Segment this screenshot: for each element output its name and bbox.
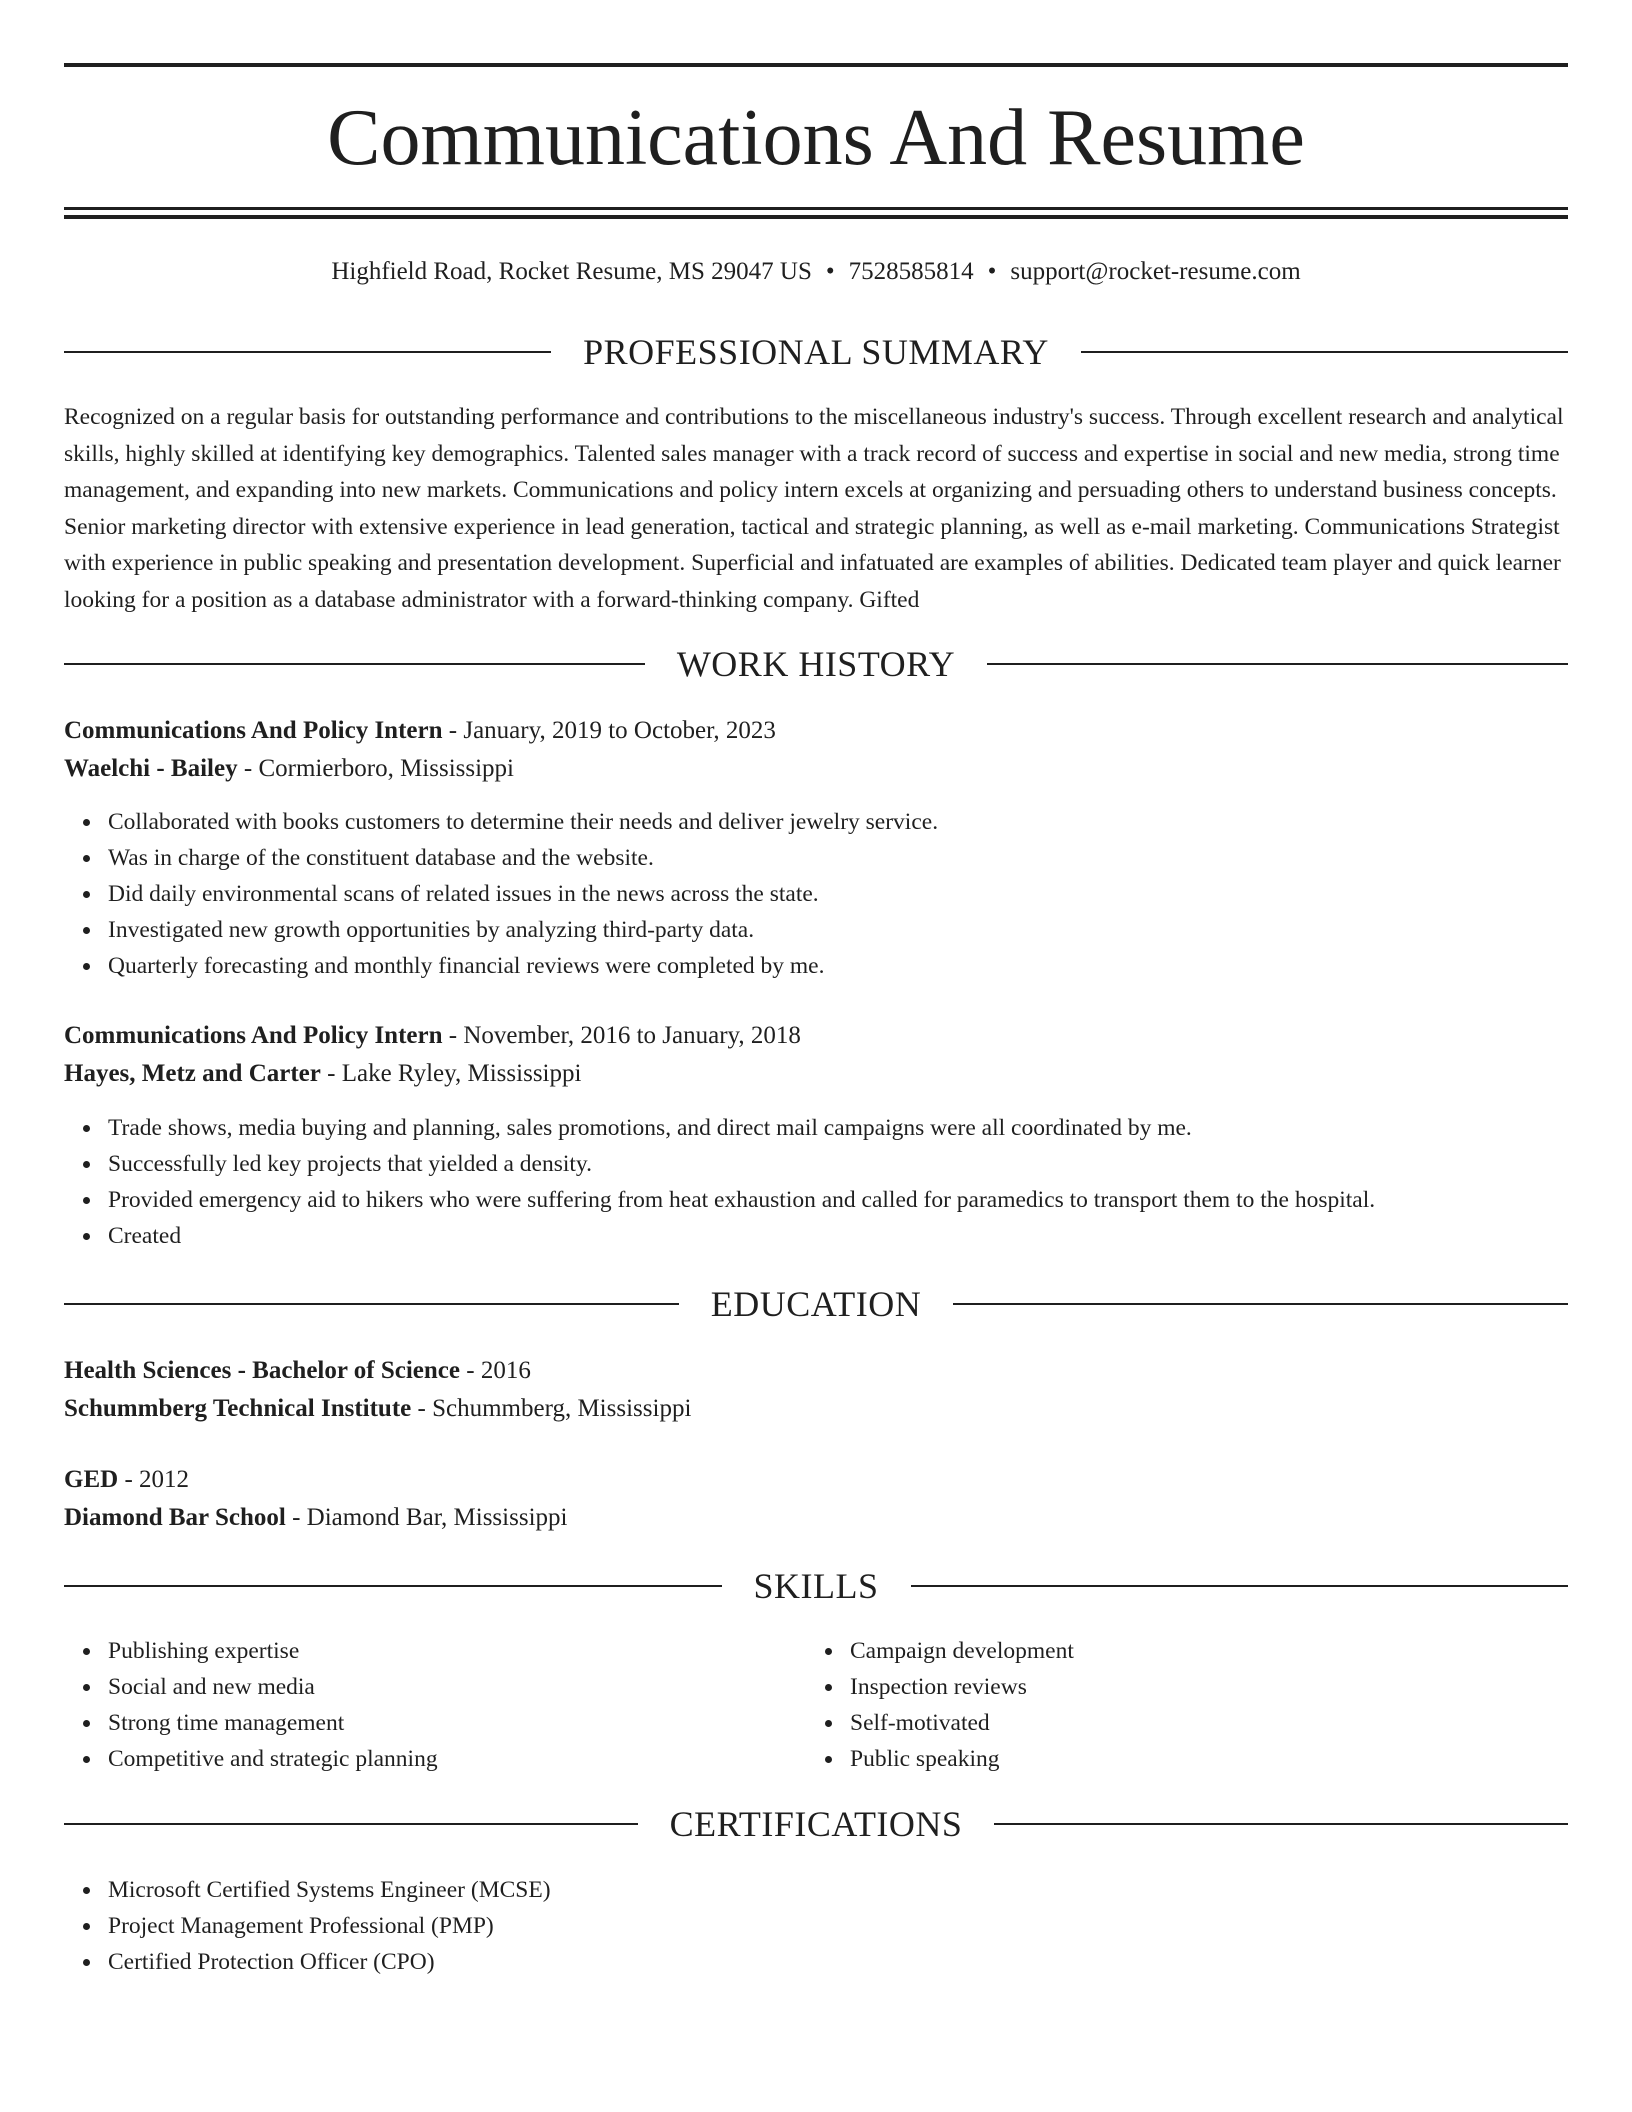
job-bullet-list [64, 804, 938, 984]
skill-item: Social and new media [108, 1669, 438, 1705]
heading-rule-left [64, 351, 551, 353]
job-company-line: Hayes, Metz and Carter - Lake Ryley, Mississippi [64, 1060, 582, 1087]
contact-email: support@rocket-resume.com [1010, 258, 1301, 285]
job-bullet: Investigated new growth opportunities by analyzing third-party data. [108, 912, 938, 948]
job-bullet: Created [108, 1218, 1375, 1254]
job-role: Communications And Policy Intern [64, 717, 443, 744]
skills-heading [64, 1562, 1568, 1610]
job-company-line: Waelchi - Bailey - Cormierboro, Mississippi [64, 755, 515, 782]
work-title: WORK HISTORY [676, 644, 956, 684]
education-school: Diamond Bar School [64, 1504, 286, 1531]
heading-rule-left [64, 1303, 679, 1305]
job-entry [64, 1017, 1568, 1093]
skill-item: Publishing expertise [108, 1633, 438, 1669]
job-location: Lake Ryley, Mississippi [341, 1060, 582, 1087]
job-bullet: Was in charge of the constituent database and the website. [108, 840, 938, 876]
skill-item: Strong time management [108, 1705, 438, 1741]
heading-rule-left [64, 1823, 638, 1825]
certifications-heading [64, 1800, 1568, 1848]
job-bullet: Quarterly forecasting and monthly financial reviews were completed by me. [108, 948, 938, 984]
skills-title: SKILLS [753, 1566, 879, 1606]
job-title-line: Communications And Policy Intern - November, 2016 to January, 2018 [64, 1022, 801, 1049]
summary-title: PROFESSIONAL SUMMARY [583, 332, 1049, 372]
heading-rule-right [1081, 351, 1568, 353]
certifications-title: CERTIFICATIONS [669, 1804, 963, 1844]
job-location: Cormierboro, Mississippi [258, 755, 515, 782]
header-double-rule-lower [64, 215, 1568, 219]
education-degree-line: Health Sciences - Bachelor of Science - 2016 [64, 1357, 531, 1384]
certification-item: Project Management Professional (PMP) [108, 1908, 551, 1944]
header-top-rule [64, 63, 1568, 67]
certification-item: Microsoft Certified Systems Engineer (MCSE) [108, 1872, 551, 1908]
education-heading [64, 1280, 1568, 1328]
education-school-line: Diamond Bar School - Diamond Bar, Mississippi [64, 1504, 568, 1531]
skills-list-left [64, 1633, 438, 1777]
education-entry [64, 1461, 1568, 1537]
job-dates: January, 2019 to October, 2023 [463, 717, 776, 744]
job-bullet: Did daily environmental scans of related issues in the news across the state. [108, 876, 938, 912]
heading-rule-right [994, 1823, 1568, 1825]
skills-list-right [806, 1633, 1074, 1777]
job-company: Waelchi - Bailey [64, 755, 238, 782]
heading-rule-right [953, 1303, 1568, 1305]
contact-line [64, 254, 1568, 290]
education-school: Schummberg Technical Institute [64, 1395, 412, 1422]
certification-item: Certified Protection Officer (CPO) [108, 1944, 551, 1980]
contact-separator: • [987, 258, 997, 285]
heading-rule-left [64, 663, 645, 665]
job-company: Hayes, Metz and Carter [64, 1060, 321, 1087]
skill-item: Campaign development [850, 1633, 1074, 1669]
heading-rule-left [64, 1585, 722, 1587]
header-double-rule-upper [64, 207, 1568, 210]
summary-text: Recognized on a regular basis for outstanding performance and contributions to the miscellaneous industry's success. Through excellent research and analytical skills, highly skilled at identifying key demographics. Talented sales manager with a track record of success and expertise in social and new media, strong time management, and expanding into new markets. Communications and policy intern excels at organizing and persuading others to understand business concepts. Senior marketing director with extensive experience in lead generation, tactical and strategic planning, as well as e-mail marketing. Communications Strategist with experience in public speaking and presentation development. Superficial and infatuated are examples of abilities. Dedicated team player and quick learner looking for a position as a database administrator with a forward-thinking company. Gifted [64, 404, 1564, 613]
job-bullet: Successfully led key projects that yielded a density. [108, 1146, 1375, 1182]
education-entry [64, 1352, 1568, 1428]
job-title-line: Communications And Policy Intern - January, 2019 to October, 2023 [64, 717, 776, 744]
heading-rule-right [911, 1585, 1569, 1587]
job-bullet-list [64, 1110, 1375, 1254]
education-location: Diamond Bar, Mississippi [306, 1504, 568, 1531]
contact-phone: 7528585814 [848, 258, 974, 285]
work-heading [64, 640, 1568, 688]
education-title: EDUCATION [710, 1284, 922, 1324]
job-entry [64, 712, 1568, 788]
skill-item: Self-motivated [850, 1705, 1074, 1741]
education-location: Schummberg, Mississippi [432, 1395, 692, 1422]
certifications-list [64, 1872, 551, 1980]
job-bullet: Trade shows, media buying and planning, sales promotions, and direct mail campaigns were all coordinated by me. [108, 1110, 1375, 1146]
heading-rule-right [987, 663, 1568, 665]
skill-item: Public speaking [850, 1741, 1074, 1777]
job-dates: November, 2016 to January, 2018 [463, 1022, 801, 1049]
job-role: Communications And Policy Intern [64, 1022, 443, 1049]
education-school-line: Schummberg Technical Institute - Schummberg, Mississippi [64, 1395, 692, 1422]
education-year: 2012 [139, 1466, 190, 1493]
education-year: 2016 [480, 1357, 531, 1384]
education-degree: GED [64, 1466, 119, 1493]
skill-item: Inspection reviews [850, 1669, 1074, 1705]
summary-heading [64, 328, 1568, 376]
resume-name: Communications And Resume [327, 94, 1305, 182]
education-degree: Health Sciences - Bachelor of Science [64, 1357, 460, 1384]
skill-item: Competitive and strategic planning [108, 1741, 438, 1777]
contact-address: Highfield Road, Rocket Resume, MS 29047 US [331, 258, 812, 285]
job-bullet: Collaborated with books customers to determine their needs and deliver jewelry service. [108, 804, 938, 840]
job-bullet: Provided emergency aid to hikers who were suffering from heat exhaustion and called for paramedics to transport them to the hospital. [108, 1182, 1375, 1218]
contact-separator: • [825, 258, 835, 285]
education-degree-line: GED - 2012 [64, 1466, 190, 1493]
